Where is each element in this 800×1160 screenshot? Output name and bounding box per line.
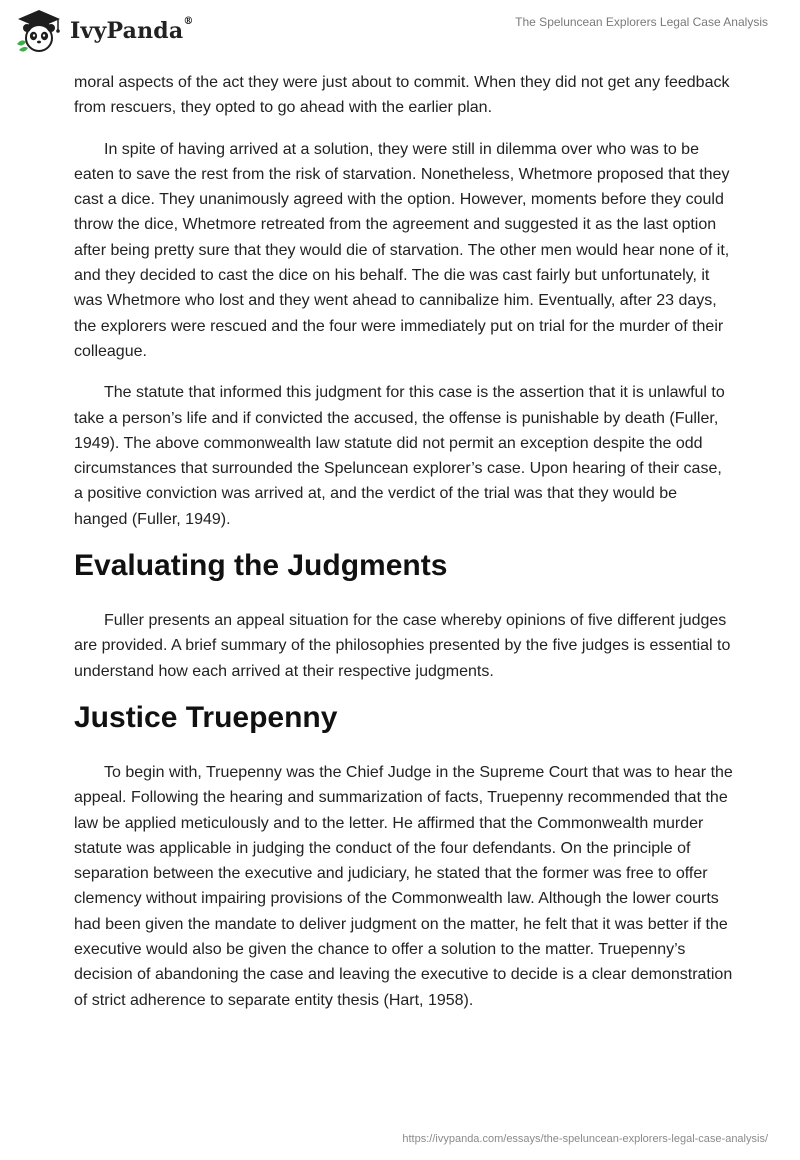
source-url[interactable]: https://ivypanda.com/essays/the-speluncean-explorers-legal-case-analysis/ — [402, 1133, 768, 1145]
section-heading: Evaluating the Judgments — [74, 549, 448, 583]
brand-name: IvyPanda® — [70, 16, 194, 44]
brand-logo[interactable] — [14, 8, 194, 54]
essay-body — [74, 70, 734, 1029]
page-header — [0, 0, 800, 64]
paragraph: The statute that informed this judgment for this case is the assertion that it is unlawful to take a person’s life and if convicted the accused, the offense is punishable by death (Fuller, 1949). The above commonwealth law statute did not permit an exception despite the odd circumstances that surrounded the Speluncean explorer’s case. Upon hearing of their case, a positive conviction was arrived at, and the verdict of the trial was that they would be hanged (Fuller, 1949). — [74, 384, 725, 528]
document-title: The Speluncean Explorers Legal Case Analysis — [515, 15, 768, 29]
paragraph: Fuller presents an appeal situation for the case whereby opinions of five different judges are provided. A brief summary of the philosophies presented by the five judges is essential to understand how each arrived at their respective judgments. — [74, 612, 731, 680]
paragraph: moral aspects of the act they were just about to commit. When they did not get any feedback from rescuers, they opted to go ahead with the earlier plan. — [74, 74, 730, 117]
panda-graduate-icon — [14, 8, 64, 54]
section-heading: Justice Truepenny — [74, 700, 338, 734]
paragraph: In spite of having arrived at a solution, they were still in dilemma over who was to be eaten to save the rest from the risk of starvation. Nonetheless, Whetmore proposed that they cast a dice. They unanimously agreed with the option. However, moments before they could throw the dice, Whetmore retreated from the agreement and suggested it as the last option after being pretty sure that they would die of starvation. The other men would hear none of it, and they decided to cast the dice on his behalf. The die was cast fairly but unfortunately, it was Whetmore who lost and they went ahead to cannibalize him. Eventually, after 23 days, the explorers were rescued and the four were immediately put on trial for the murder of their colleague. — [74, 140, 730, 360]
paragraph: To begin with, Truepenny was the Chief Judge in the Supreme Court that was to hear the appeal. Following the hearing and summarization of facts, Truepenny recommended that the law be applied meticulously and to the letter. He affirmed that the Commonwealth murder statute was applicable in judging the conduct of the four defendants. On the principle of separation between the executive and judiciary, he stated that the former was free to offer clemency without impairing provisions of the Commonwealth law. Although the lower courts had been given the mandate to deliver judgment on the matter, he felt that it was better if the executive would also be given the chance to offer a solution to the matter. Truepenny’s decision of abandoning the case and leaving the executive to decide is a clear demonstration of strict adherence to separate entity thesis (Hart, 1958). — [74, 763, 733, 1009]
